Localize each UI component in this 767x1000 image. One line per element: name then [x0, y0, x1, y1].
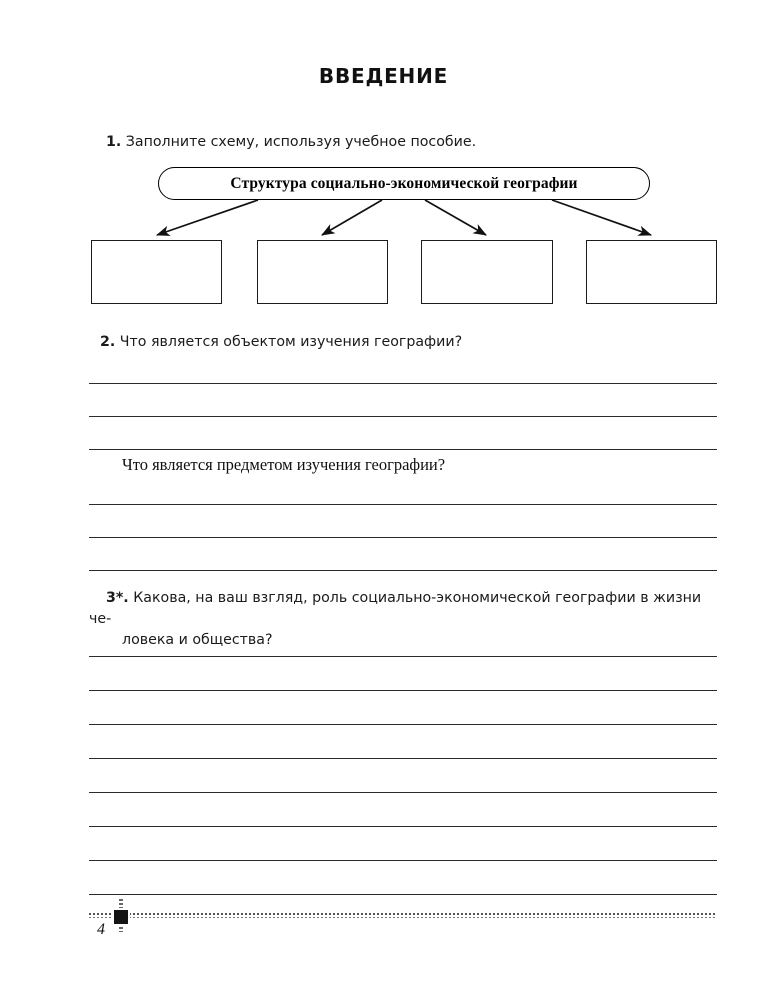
- scheme-answer-box-2[interactable]: [257, 240, 388, 304]
- answer-line[interactable]: [89, 758, 717, 759]
- answer-line[interactable]: [89, 724, 717, 725]
- answer-line[interactable]: [89, 690, 717, 691]
- task-2-text: Что является объектом изучения географии?: [119, 334, 463, 350]
- scheme-answer-box-4[interactable]: [586, 240, 717, 304]
- answer-line[interactable]: [89, 570, 717, 571]
- scheme-header-label: Структура социально-экономической географии: [230, 174, 578, 192]
- scheme-answer-box-1[interactable]: [91, 240, 222, 304]
- page-title: ВВЕДЕНИЕ: [318, 64, 449, 88]
- answer-line[interactable]: [89, 792, 717, 793]
- answer-line[interactable]: [89, 383, 717, 384]
- task-3-text: Какова, на ваш взгляд, роль социально-экономической географии в жизни че-: [89, 590, 702, 627]
- footer-divider: [89, 913, 717, 918]
- scheme-header-box: [158, 167, 650, 200]
- task-2: [100, 332, 462, 353]
- task-1-text: Заполните схему, используя учебное пособие.: [125, 134, 477, 150]
- task-2-number: 2.: [100, 334, 116, 350]
- footer-ornament-square: [112, 908, 130, 926]
- task-3: [89, 588, 721, 651]
- answer-line[interactable]: [89, 894, 717, 895]
- page-number: 4: [97, 921, 105, 938]
- task-1: [106, 132, 476, 153]
- task-1-number: 1.: [106, 134, 122, 150]
- answer-line[interactable]: [89, 449, 717, 450]
- answer-line[interactable]: [89, 537, 717, 538]
- answer-line[interactable]: [89, 826, 717, 827]
- answer-line[interactable]: [89, 860, 717, 861]
- answer-line[interactable]: [89, 656, 717, 657]
- answer-line[interactable]: [89, 504, 717, 505]
- task-3-text-continued: ловека и общества?: [122, 632, 273, 648]
- answer-line[interactable]: [89, 416, 717, 417]
- scheme-answer-box-3[interactable]: [421, 240, 553, 304]
- sub-question-text: Что является предметом изучения географии?: [122, 455, 446, 474]
- task-3-number: 3*.: [106, 590, 129, 606]
